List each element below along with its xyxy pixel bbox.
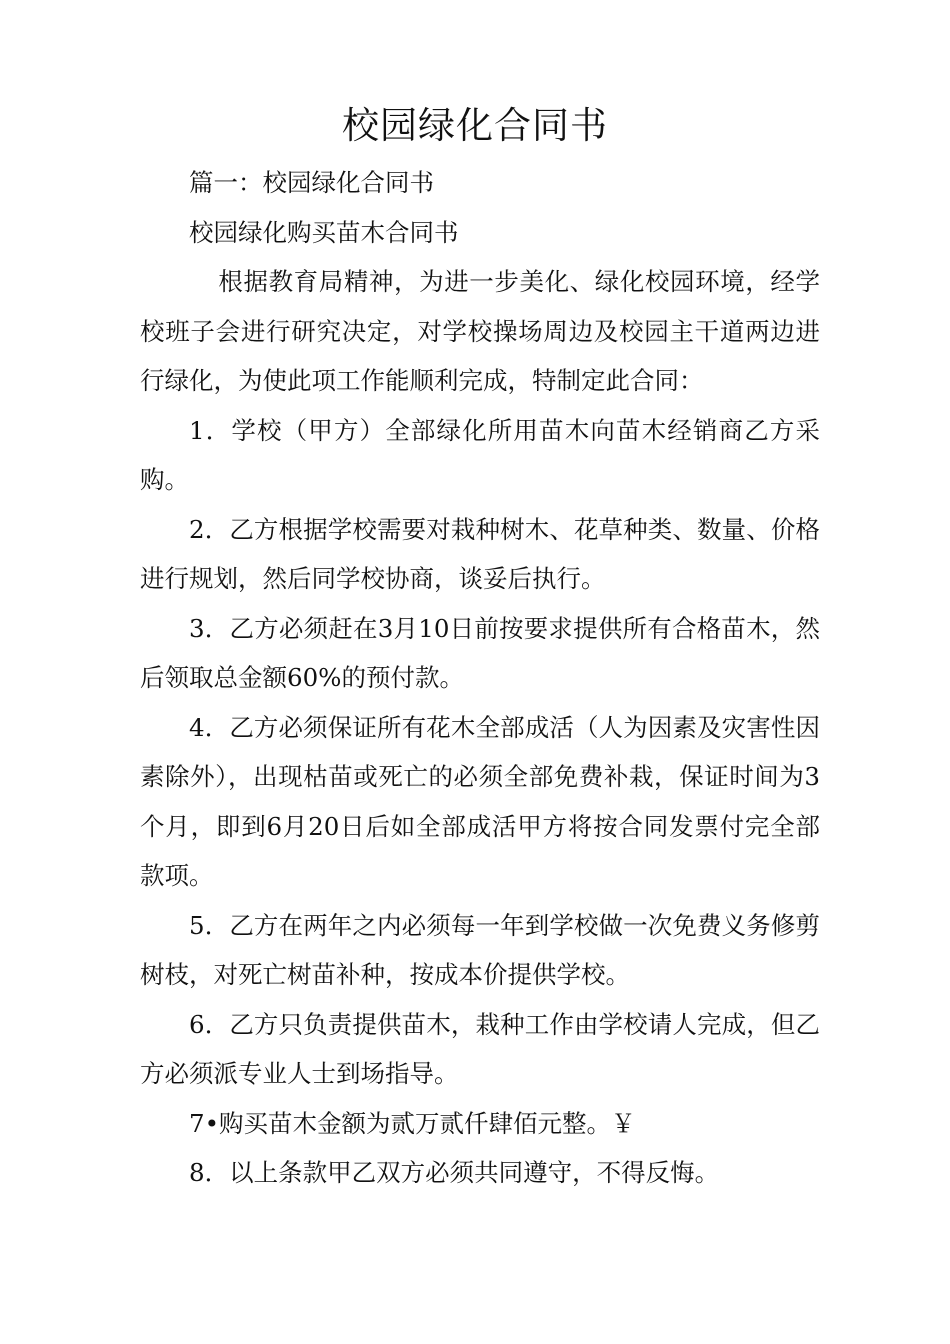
clause-5: 5．乙方在两年之内必须每一年到学校做一次免费义务修剪树枝，对死亡树苗补种，按成本价提供学校。 — [140, 910, 820, 989]
clause-4: 4．乙方必须保证所有花木全部成活（人为因素及灾害性因素除外），出现枯苗或死亡的必须全部免费补栽，保证时间为3个月，即到6月20日后如全部成活甲方将按合同发票付完全部款项。 — [140, 712, 820, 890]
clause-8: 8．以上条款甲乙双方必须共同遵守，不得反悔。 — [189, 1158, 720, 1187]
clause-3: 3．乙方必须赶在3月10日前按要求提供所有合格苗木，然后领取总金额60%的预付款。 — [140, 613, 820, 692]
document-body — [140, 158, 820, 1198]
document-title: 校园绿化合同书 — [342, 104, 608, 147]
clause-7: 7•购买苗木金额为贰万贰仟肆佰元整。￥ — [189, 1108, 636, 1138]
intro-paragraph: 根据教育局精神，为进一步美化、绿化校园环境，经学校班子会进行研究决定，对学校操场周边及校园主干道两边进行绿化，为使此项工作能顺利完成，特制定此合同： — [140, 267, 820, 395]
clause-2: 2．乙方根据学校需要对栽种树木、花草种类、数量、价格进行规划，然后同学校协商，谈妥后执行。 — [140, 514, 820, 593]
contract-subtitle: 校园绿化购买苗木合同书 — [189, 217, 459, 247]
section-heading: 篇一：校园绿化合同书 — [189, 168, 434, 197]
clause-1: 1．学校（甲方）全部绿化所用苗木向苗木经销商乙方采购。 — [140, 415, 820, 494]
clause-6: 6．乙方只负责提供苗木，栽种工作由学校请人完成，但乙方必须派专业人士到场指导。 — [140, 1009, 820, 1088]
